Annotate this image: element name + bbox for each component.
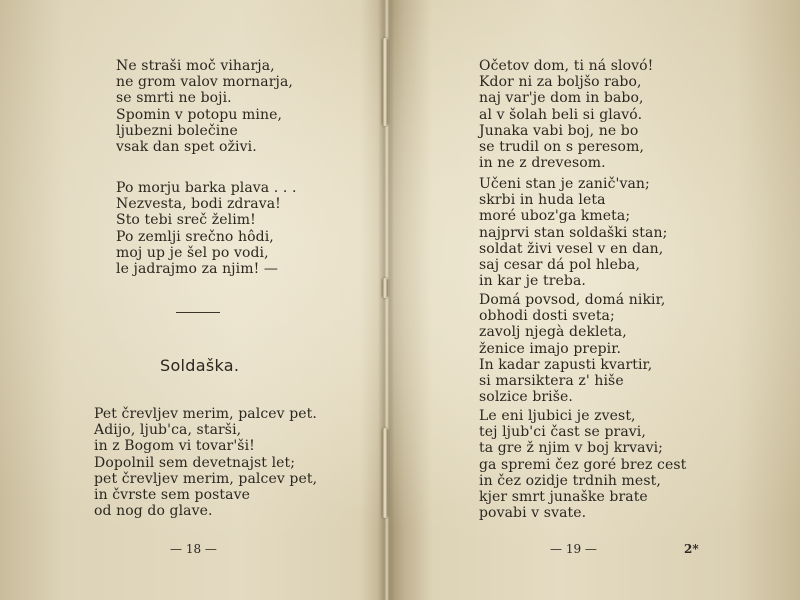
verse-line: solzice briše. [479,389,573,406]
binding-thread [382,278,388,298]
verse-line: vsak dan spet oživi. [116,139,257,156]
verse-line: Le eni ljubici je zvest, [479,408,636,424]
verse-line: Sto tebi sreč želim! [116,212,256,229]
poem-stanza [94,406,317,519]
verse-line: saj cesar dá pol hleba, [479,257,641,274]
verse-line: Nezvesta, bodi zdrava! [116,196,281,213]
verse-line: moj up je šel po vodi, [116,244,269,261]
verse-line: ljubezni bolečine [116,122,238,139]
binding-thread [382,428,388,518]
poem-stanza [479,408,686,521]
verse-line: Domá povsod, domá nikir, [479,292,666,308]
verse-line: povabi v svate. [479,505,587,522]
verse-line: skrbi in huda leta [479,192,606,209]
poem-stanza [479,58,653,171]
verse-line: in ne z drevesom. [479,155,606,172]
verse-line: kjer smrt junaške brate [479,489,648,506]
verse-line: si marsiktera z' hiše [479,373,624,390]
poem-stanza [116,180,297,277]
verse-line: moré uboz'ga kmeta; [479,208,631,225]
binding-thread [382,38,388,126]
verse-line: ta gre ž njim v boj krvavi; [479,440,663,457]
verse-line: obhodi dosti sveta; [479,308,615,325]
left-page [0,0,380,600]
verse-line: ga spremi čez goré brez cest [479,456,687,473]
section-divider [176,312,220,313]
verse-line: in z Bogom vi tovar'ši! [94,438,255,455]
verse-line: se smrti ne boji. [116,90,232,107]
verse-line: pet črevljev merim, palcev pet, [94,470,318,487]
poem-stanza [116,58,293,155]
verse-line: zavolj njegà dekleta, [479,324,627,341]
verse-line: se trudil on s peresom, [479,139,645,156]
verse-line: Spomin v potopu mine, [116,106,283,123]
verse-line: in kar je treba. [479,273,586,290]
poem-title: Soldaška. [160,356,240,375]
signature-mark: 2* [684,542,699,556]
verse-line: in čez ozidje trdnih mest, [479,472,661,489]
verse-line: Učeni stan je zanič'van; [479,176,650,192]
verse-line: Po morju barka plava . . . [116,180,297,196]
verse-line: naj var'je dom in babo, [479,90,644,107]
verse-line: Pet črevljev merim, palcev pet. [94,406,317,422]
verse-line: le jadrajmo za njim! — [116,261,278,278]
verse-line: ne grom valov mornarja, [116,74,293,91]
right-page [392,0,800,600]
page-number: — 18 — [170,542,217,556]
verse-line: od nog do glave. [94,503,213,520]
verse-line: tej ljub'ci čast se pravi, [479,424,646,441]
verse-line: ženice imajo prepir. [479,340,622,357]
verse-line: Dopolnil sem devetnajst let; [94,454,296,471]
verse-line: Ne straši moč viharja, [116,58,275,74]
verse-line: Junaka vabi boj, ne bo [479,122,639,139]
verse-line: Po zemlji srečno hôdi, [116,228,274,245]
verse-line: in čvrste sem postave [94,487,250,504]
poem-stanza [479,292,665,405]
verse-line: Adijo, ljub'ca, starši, [94,422,242,439]
verse-line: Kdor ni za boljšo rabo, [479,74,642,91]
poem-stanza [479,176,667,289]
verse-line: najprvi stan soldaški stan; [479,224,668,241]
verse-line: soldat živi vesel v en dan, [479,240,664,257]
verse-line: Očetov dom, ti ná slovó! [479,58,654,74]
verse-line: al v šolah beli si glavó. [479,106,643,123]
verse-line: In kadar zapusti kvartir, [479,356,653,373]
page-number: — 19 — [550,542,597,556]
